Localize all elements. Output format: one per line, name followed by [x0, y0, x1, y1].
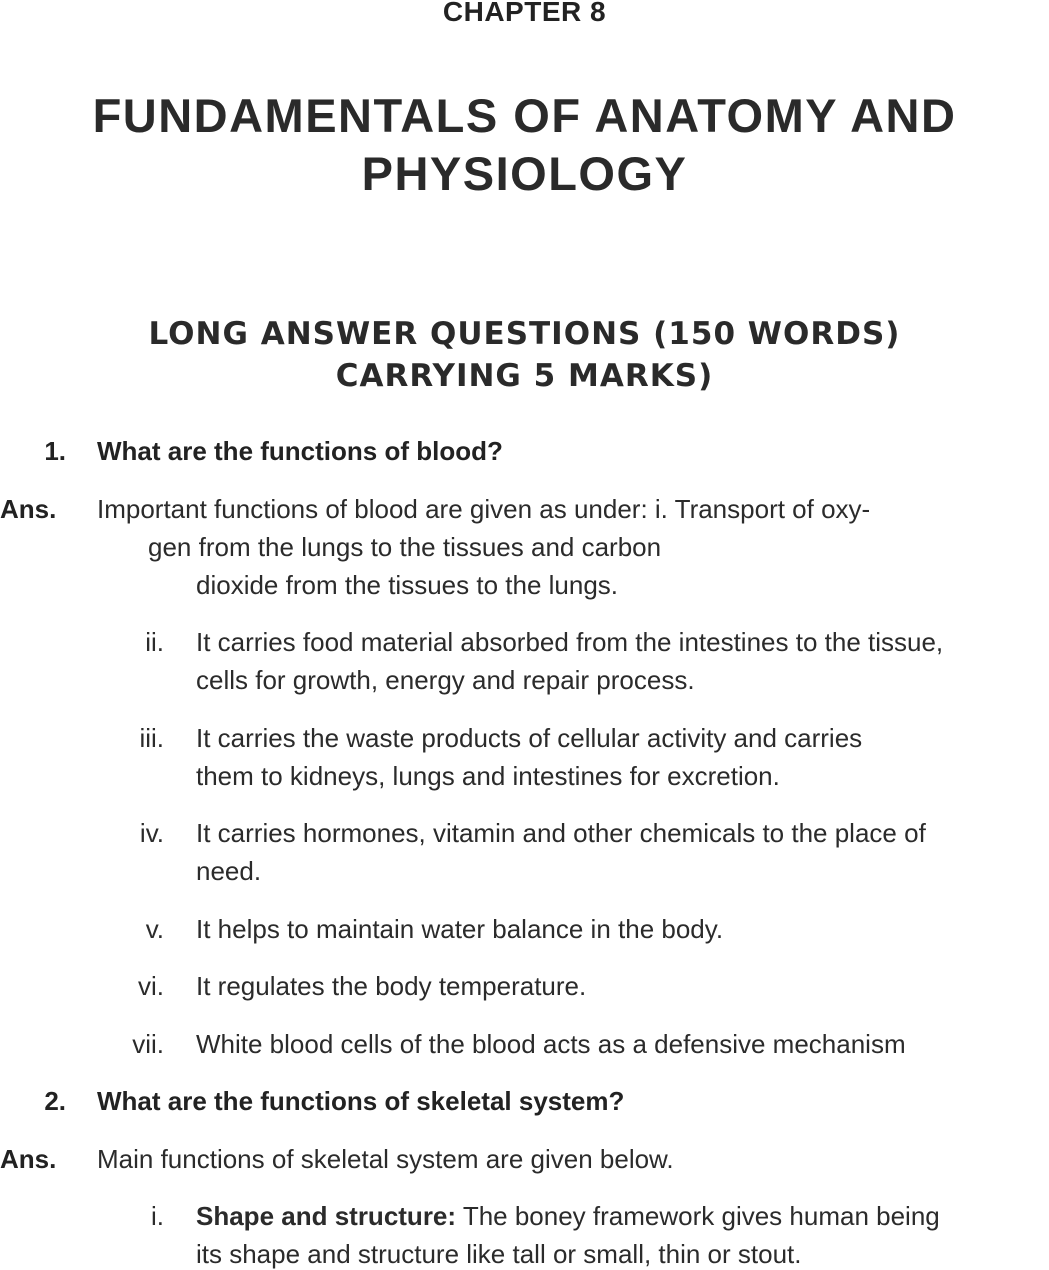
chapter-title-line2: PHYSIOLOGY: [361, 147, 688, 200]
list-item-text: It carries food material absorbed from the intestines to the tissue,: [196, 627, 944, 657]
chapter-label: CHAPTER 8: [442, 0, 607, 27]
answer-2-label: Ans.: [0, 1144, 57, 1174]
list-item-number: v.: [145, 914, 164, 944]
list-item-text: It regulates the body temperature.: [196, 971, 587, 1001]
list-item-text: White blood cells of the blood acts as a defensive mechanism: [196, 1029, 906, 1059]
list-item-number: vi.: [138, 971, 164, 1001]
list-item-number: iv.: [139, 818, 164, 848]
list-item-number: iii.: [139, 723, 164, 753]
section-heading-line1: LONG ANSWER QUESTIONS (150 WORDS): [148, 316, 901, 352]
list-item-number: ii.: [145, 627, 164, 657]
answer-1-label: Ans.: [0, 494, 57, 524]
question-2-number: 2.: [44, 1086, 66, 1116]
answer-2-intro: Main functions of skeletal system are given below.: [97, 1144, 674, 1174]
list-item-text: It helps to maintain water balance in the body.: [196, 914, 724, 944]
question-1-text: What are the functions of blood?: [97, 436, 503, 466]
section-heading-line2: CARRYING 5 MARKS): [335, 358, 714, 394]
list-item-number: vii.: [132, 1029, 164, 1059]
list-item-text: cells for growth, energy and repair process.: [196, 665, 695, 695]
question-1-number: 1.: [44, 436, 66, 466]
list-item-number: i.: [151, 1201, 164, 1231]
list-item-term: Shape and structure:: [196, 1201, 457, 1231]
list-item-text: [196, 1201, 940, 1232]
list-item-text: It carries the waste products of cellular activity and carries: [196, 723, 863, 753]
chapter-title-line1: FUNDAMENTALS OF ANATOMY AND: [92, 89, 957, 142]
answer-1-intro-line2: gen from the lungs to the tissues and carbon: [148, 532, 662, 562]
list-item-text: them to kidneys, lungs and intestines for excretion.: [196, 761, 780, 791]
list-item-description: The boney framework gives human being: [456, 1201, 940, 1231]
list-item-text: its shape and structure like tall or small, thin or stout.: [196, 1239, 802, 1269]
question-2-text: What are the functions of skeletal system?: [97, 1086, 625, 1116]
answer-1-intro-line3: dioxide from the tissues to the lungs.: [196, 570, 619, 600]
list-item-text: need.: [196, 856, 262, 886]
list-item-text: It carries hormones, vitamin and other chemicals to the place of: [196, 818, 926, 848]
answer-1-intro: Important functions of blood are given as under: i. Transport of oxy-: [97, 494, 871, 524]
